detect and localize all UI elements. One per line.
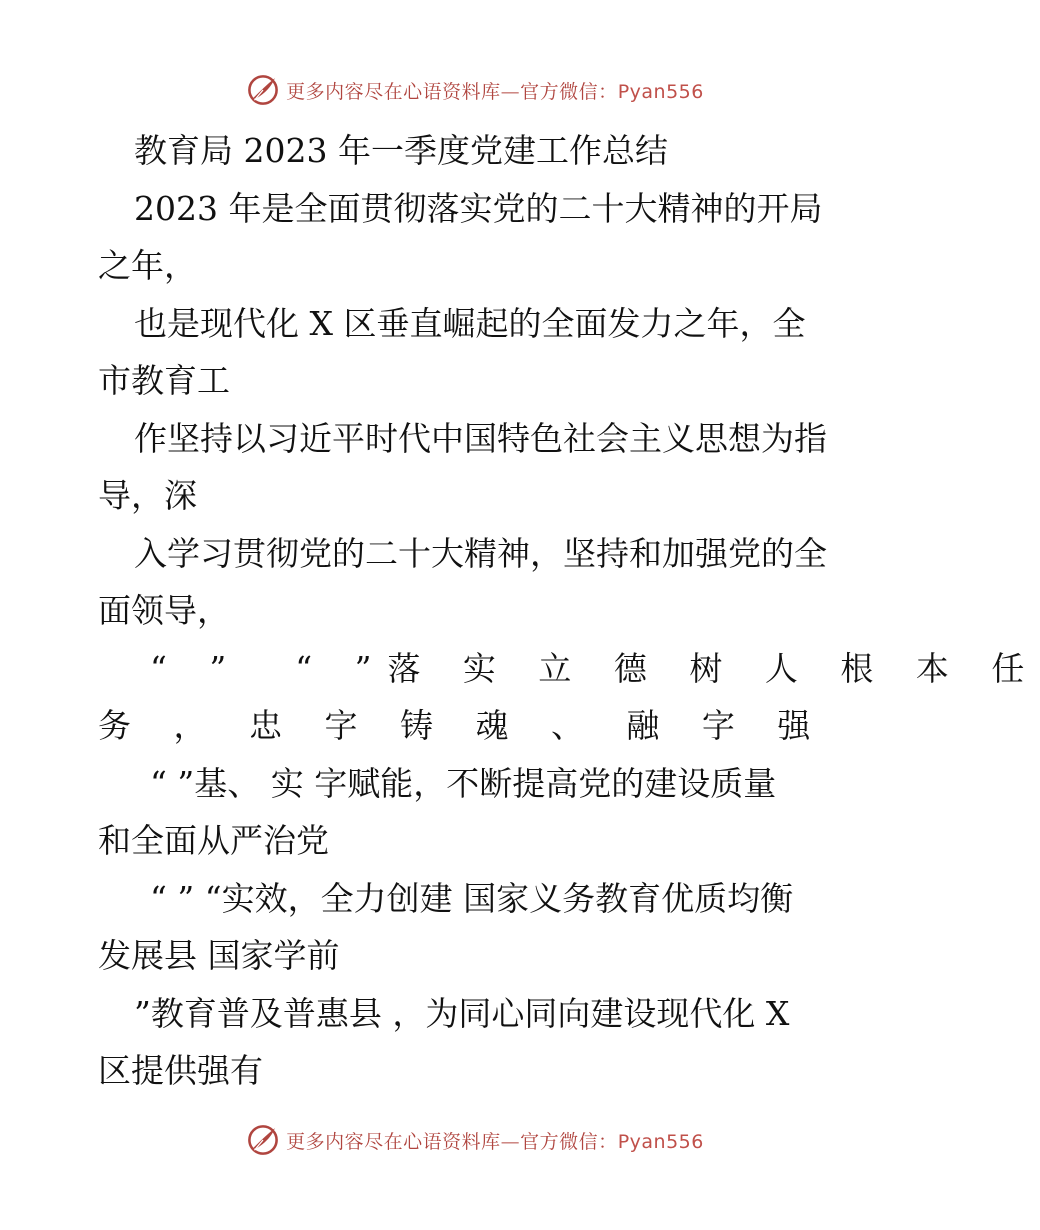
footer-watermark-banner — [0, 1120, 950, 1160]
paragraph-line: “ ” “实效，全力创建 国家义务教育优质均衡 — [150, 878, 794, 918]
paragraph-line: 入学习贯彻党的二十大精神，坚持和加强党的全 — [134, 533, 827, 573]
paragraph-line: 区提供强有 — [98, 1051, 263, 1090]
paragraph-line: ”教育普及普惠县 ，为同心同向建设现代化 X — [134, 993, 790, 1033]
paragraph-line: 务 ， 忠 字 铸 魂 、 融 字 强 — [98, 706, 827, 745]
banner-text: 更多内容尽在心语资料库—官方微信：Pyan556 — [286, 80, 704, 103]
feather-quill-logo-icon — [246, 1123, 280, 1157]
paragraph-line: “ ”基、 实 字赋能，不断提高党的建设质量 — [150, 763, 777, 803]
paragraph-line: 市教育工 — [98, 361, 230, 400]
document-body — [98, 122, 1040, 1100]
paragraph-line: 作坚持以习近平时代中国特色社会主义思想为指 — [134, 418, 827, 458]
paragraph-line: 和全面从严治党 — [98, 821, 329, 860]
paragraph-line: 2023 年是全面贯彻落实党的二十大精神的开局 — [134, 188, 823, 228]
header-watermark-banner — [0, 70, 950, 110]
paragraph-line: 面领导， — [98, 591, 230, 630]
paragraph-line: 之年， — [98, 246, 197, 285]
document-title: 教育局 2023 年一季度党建工作总结 — [134, 131, 668, 170]
feather-quill-logo-icon — [246, 73, 280, 107]
paragraph-line: 导，深 — [98, 476, 197, 515]
paragraph-line: 也是现代化 X 区垂直崛起的全面发力之年，全 — [134, 303, 806, 343]
paragraph-line: “ ” “ ”落 实 立 德 树 人 根 本 任 — [150, 648, 1040, 688]
paragraph-line: 发展县 国家学前 — [98, 936, 340, 975]
banner-text: 更多内容尽在心语资料库—官方微信：Pyan556 — [286, 1130, 704, 1153]
